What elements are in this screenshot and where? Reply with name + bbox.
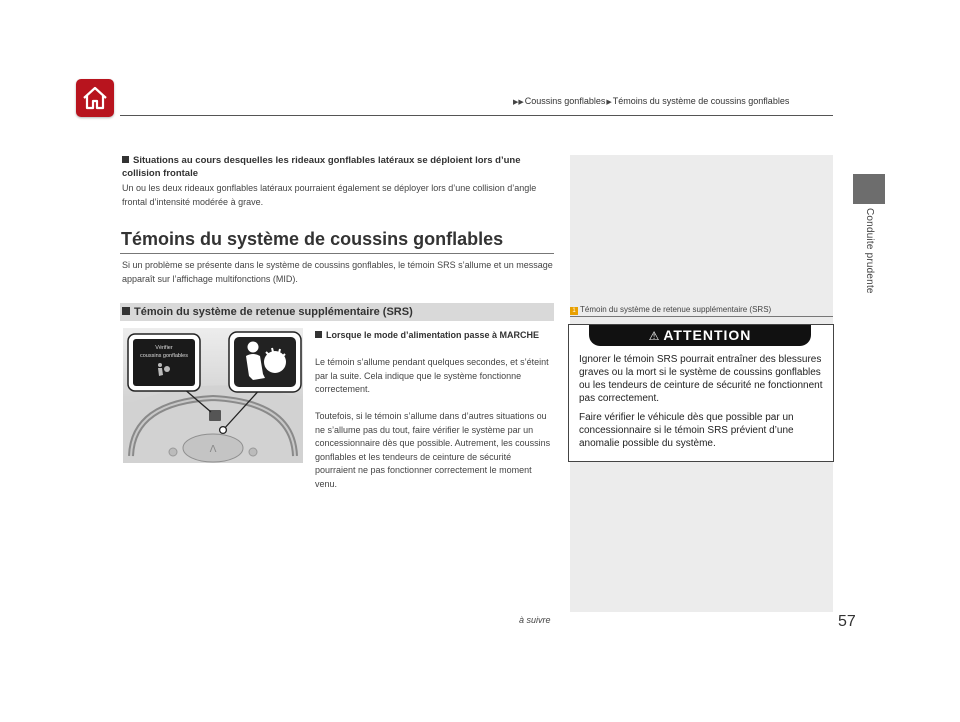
section-heading-text: Situations au cours desquelles les rideaux gonflables latéraux se déploient lors d’une collision frontale (122, 155, 521, 179)
attention-box (568, 324, 834, 462)
note-ref-icon: 1 (570, 307, 578, 315)
continued-label: à suivre (519, 615, 551, 625)
side-tab-label[interactable]: Conduite prudente (864, 208, 875, 294)
side-tab-marker[interactable] (853, 174, 885, 204)
breadcrumb-item[interactable]: Témoins du système de coussins gonflables (612, 96, 790, 106)
srs-section-bar (120, 303, 554, 321)
page-title: Témoins du système de coussins gonflables (121, 229, 504, 249)
mid-message-line2: coussins gonflables (139, 353, 189, 359)
title-divider (120, 253, 554, 254)
square-bullet-icon (122, 156, 129, 163)
note-divider (570, 316, 833, 317)
arrow-icon: ▶▶ (513, 99, 524, 106)
section-heading (122, 154, 552, 180)
page-number: 57 (838, 613, 856, 630)
arrow-icon: ▶ (606, 99, 612, 106)
warning-triangle-icon: ⚠ (648, 329, 661, 343)
header-divider (120, 115, 833, 116)
srs-paragraph-1: Le témoin s’allume pendant quelques secondes, et s’éteint par la suite. Cela indique que le système fonctionne correctement. (315, 357, 549, 394)
note-title (570, 305, 771, 315)
mid-message-line1: Vérifier (155, 345, 173, 351)
intro-text: Si un problème se présente dans le système de coussins gonflables, le témoin SRS s’allume et un message apparaît sur l’affichage multifonctions (MID). (122, 260, 553, 284)
dashboard-illustration (123, 328, 303, 463)
home-icon (82, 86, 108, 110)
note-title-text: Témoin du système de retenue supplémentaire (SRS) (580, 305, 772, 314)
sub-heading (315, 329, 550, 342)
attention-paragraph-2: Faire vérifier le véhicule dès que possible par un concessionnaire si le témoin SRS prévient d’une anomalie possible du système. (579, 412, 794, 449)
breadcrumb-item[interactable]: Coussins gonflables (524, 96, 606, 106)
square-bullet-icon (122, 307, 130, 315)
home-button[interactable] (76, 79, 114, 117)
sub-heading-text: Lorsque le mode d’alimentation passe à MARCHE (326, 330, 540, 340)
srs-paragraph-2: Toutefois, si le témoin s’allume dans d’autres situations ou ne s’allume pas du tout, faire vérifier le système par un concessionnaire dès que possible. Autrement, les coussins gonflables et les tendeurs de ceinture de sécurité pourraient ne pas fonctionner correctement le moment venu. (315, 411, 551, 489)
section-body: Un ou les deux rideaux gonflables latéraux pourraient également se déployer lors d’une collision d’angle frontal d’intensité modérée à grave. (122, 183, 537, 207)
square-bullet-icon (315, 331, 322, 338)
svg-text:Λ: Λ (209, 444, 217, 455)
breadcrumb (512, 96, 789, 106)
attention-paragraph-1: Ignorer le témoin SRS pourrait entraîner des blessures graves ou la mort si le système de coussins gonflables ou les tendeurs de ceinture de sécurité ne fonctionnent pas correctement. (579, 354, 823, 404)
srs-section-title: Témoin du système de retenue supplémentaire (SRS) (134, 306, 413, 318)
attention-banner-text: ATTENTION (663, 327, 752, 343)
attention-banner (589, 325, 811, 346)
attention-text (579, 353, 824, 456)
